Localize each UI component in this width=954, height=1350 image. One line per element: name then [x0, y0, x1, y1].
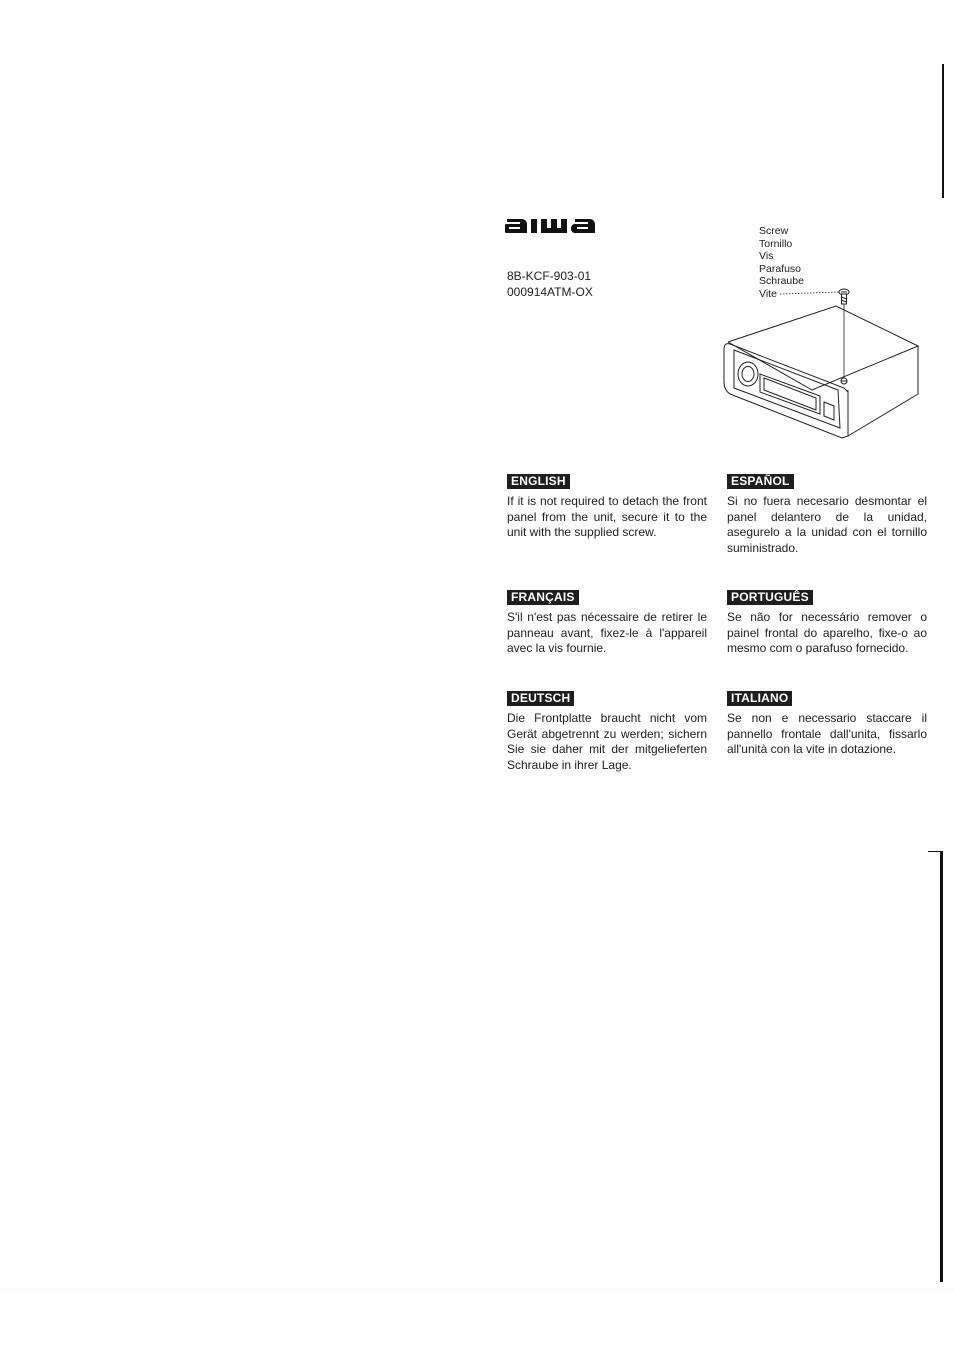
language-tag-francais: FRANÇAIS	[507, 590, 579, 605]
screw-label-portuguese: Parafuso	[759, 262, 802, 275]
instruction-text-espanol: Si no fuera necesario desmontar el panel delantero de la unidad, asegurelo a la unidad con el tornillo suministrado.	[727, 494, 927, 555]
section-deutsch	[507, 689, 707, 773]
screw-label-italian: Vite	[759, 287, 777, 300]
section-espanol	[727, 472, 927, 556]
screw-label-french: Vis	[759, 250, 774, 262]
language-tag-portugues: PORTUGUÊS	[727, 590, 813, 605]
instruction-text-francais: S'il n'est pas nécessaire de retirer le panneau avant, fixez-le à l'appareil avec la vis fournie.	[507, 610, 707, 656]
instruction-text-deutsch: Die Frontplatte braucht nicht vom Gerät abgetrennt zu werden; sichern Sie sie daher mit der mitgelieferten Schraube in ihrer Lage.	[507, 711, 707, 772]
scan-edge-mark-bottom	[940, 851, 943, 1282]
screw-label-english: Screw	[759, 225, 789, 237]
instruction-text-english: If it is not required to detach the front panel from the unit, secure it to the unit with the supplied screw.	[507, 494, 707, 540]
section-portugues	[727, 588, 927, 657]
language-tag-italiano: ITALIANO	[727, 691, 792, 706]
language-tag-deutsch: DEUTSCH	[507, 691, 574, 706]
screw-label-spanish: Tornillo	[759, 237, 793, 250]
part-number: 8B-KCF-903-01	[507, 269, 592, 283]
instruction-text-italiano: Se non e necessario staccare il pannello frontale dall'unita, fissarlo all'unità con la vite in dotazione.	[727, 711, 927, 757]
language-tag-english: ENGLISH	[507, 474, 570, 489]
scan-edge-tick	[928, 851, 940, 852]
language-tag-espanol: ESPAÑOL	[727, 474, 794, 489]
instruction-text-portugues: Se não for necessário remover o painel frontal do aparelho, fixe-o ao mesmo com o parafuso fornecido.	[727, 610, 927, 656]
section-english	[507, 472, 707, 541]
scan-edge-mark-top	[942, 64, 944, 198]
screw-label-german: Schraube	[759, 275, 804, 287]
section-italiano	[727, 689, 927, 758]
unit-screw-illustration	[722, 286, 924, 450]
section-francais	[507, 588, 707, 657]
aiwa-logo	[505, 210, 601, 234]
print-code: 000914ATM-OX	[507, 285, 593, 299]
